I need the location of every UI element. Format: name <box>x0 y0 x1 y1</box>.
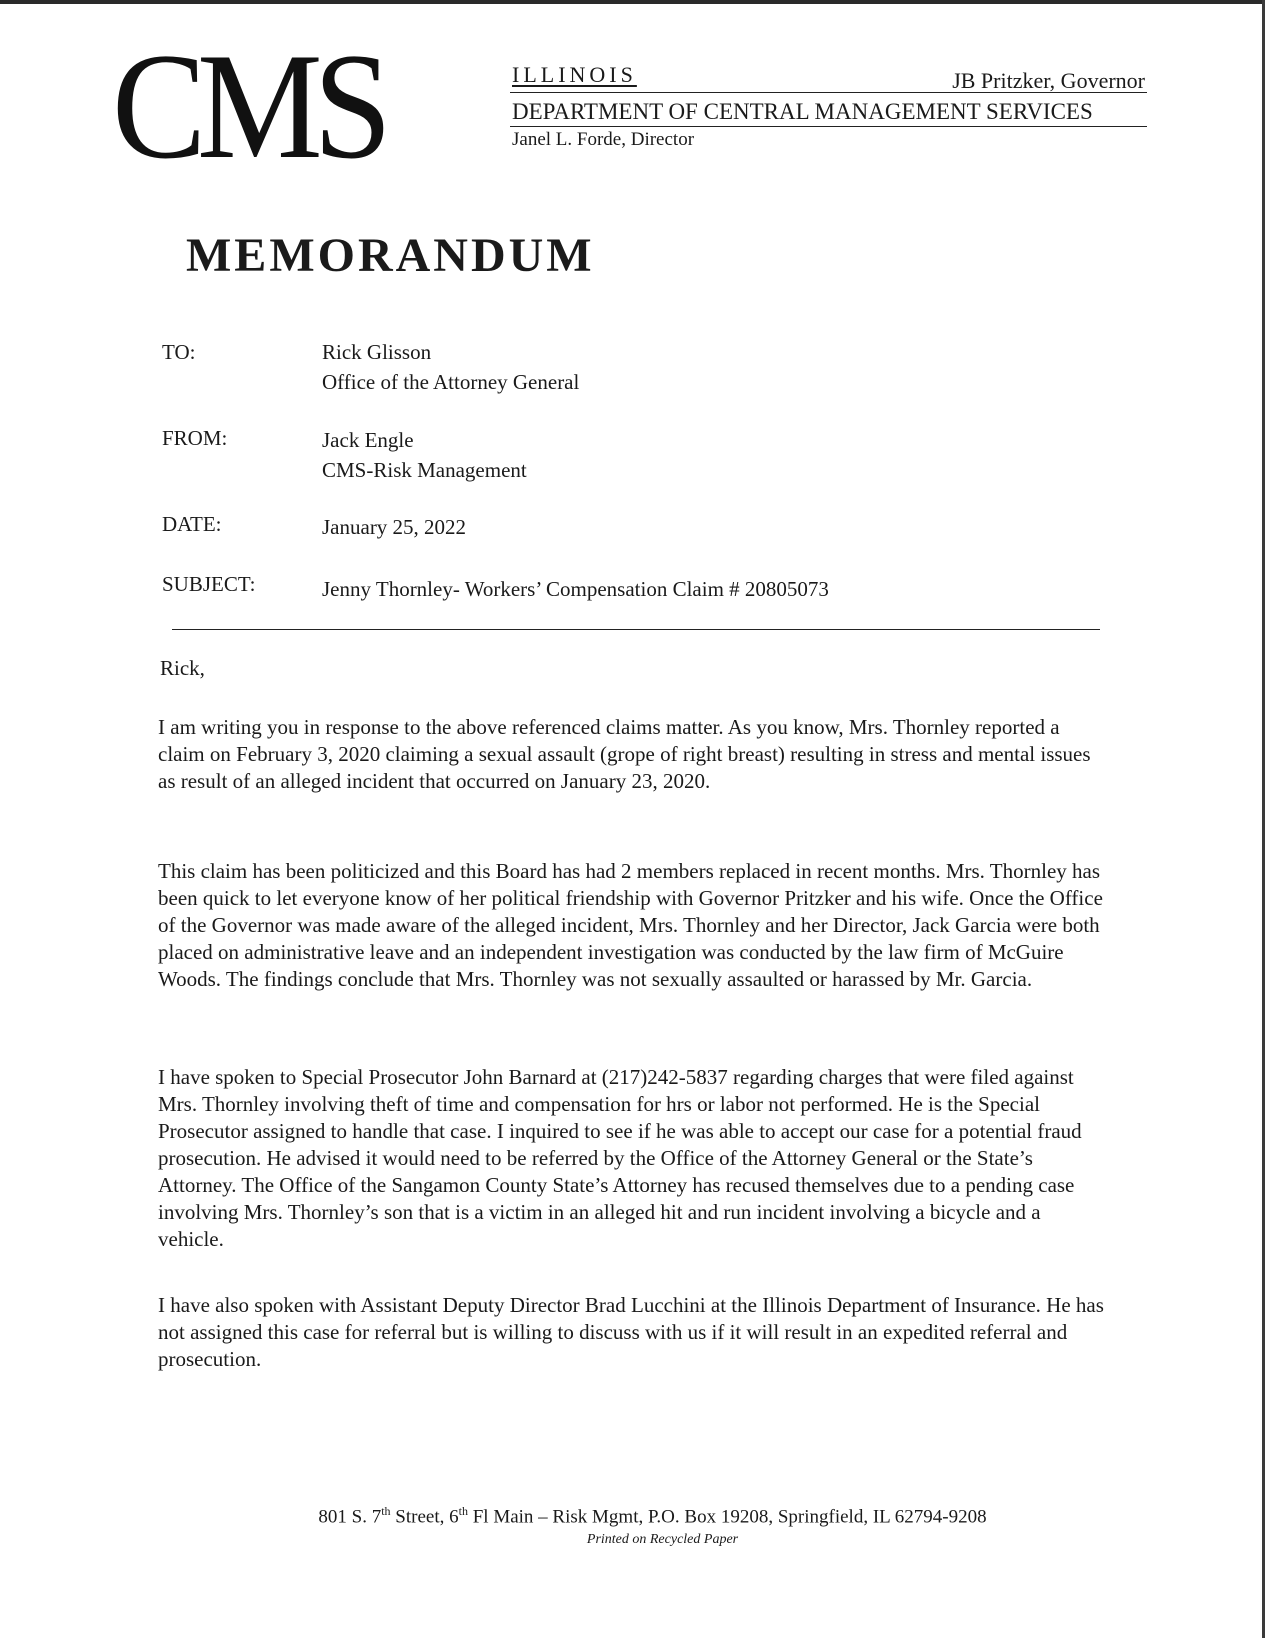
subject-value: Jenny Thornley- Workers’ Compensation Claim # 20805073 <box>322 577 829 601</box>
from-name: Jack Engle <box>322 428 414 452</box>
from-label: FROM: <box>162 426 228 450</box>
address-sup-1: th <box>381 1504 391 1518</box>
salutation: Rick, <box>160 656 205 680</box>
letterhead <box>510 60 1147 151</box>
director-name: Janel L. Forde, Director <box>512 129 695 150</box>
cms-logo: CMS <box>112 22 383 190</box>
date-value: January 25, 2022 <box>322 515 467 539</box>
to-office: Office of the Attorney General <box>322 370 580 394</box>
header-divider <box>172 629 1100 630</box>
from-block <box>322 425 527 485</box>
governor-name: JB Pritzker, Governor <box>952 68 1145 93</box>
page-edge-top <box>0 0 1265 4</box>
paragraph-3: I have spoken to Special Prosecutor John Barnard at (217)242-5837 regarding charges that were filed against Mrs. Thornley involving theft of time and compensation for hrs or labor not performed. He is the Special Prosecutor assigned to handle that case. I inquired to see if he was able to accept our case for a potential fraud prosecution. He advised it would need to be referred by the Office of the Attorney General or the State’s Attorney. The Office of the Sangamon County State’s Attorney has recused themselves due to a pending case involving Mrs. Thornley’s son that is a victim in an alleged hit and run incident involving a bicycle and a vehicle. <box>158 1065 1082 1251</box>
address-part-2: Street, 6 <box>390 1506 459 1528</box>
paragraph-2: This claim has been politicized and this Board has had 2 members replaced in recent months. Mrs. Thornley has been quick to let everyone know of her political friendship with Governor Pritzker and his wife. Once the Office of the Governor was made aware of the alleged incident, Mrs. Thornley and her Director, Jack Garcia were both placed on administrative leave and an independent investigation was conducted by the law firm of McGuire Woods. The findings conclude that Mrs. Thornley was not sexually assaulted or harassed by Mr. Garcia. <box>158 859 1103 991</box>
memo-title: MEMORANDUM <box>186 229 595 282</box>
from-office: CMS-Risk Management <box>322 458 527 482</box>
department-name: DEPARTMENT OF CENTRAL MANAGEMENT SERVICES <box>510 93 1147 127</box>
paragraph-4: I have also spoken with Assistant Deputy Director Brad Lucchini at the Illinois Department of Insurance. He has not assigned this case for referral but is willing to discuss with us if it will result in an expedited referral and prosecution. <box>158 1293 1104 1371</box>
to-block <box>322 337 579 397</box>
paragraph-1: I am writing you in response to the above referenced claims matter. As you know, Mrs. Thornley reported a claim on February 3, 2020 claiming a sexual assault (grope of right breast) resulting in stress and mental issues as result of an alleged incident that occurred on January 23, 2020. <box>158 715 1091 793</box>
to-name: Rick Glisson <box>322 340 432 364</box>
recycled-paper-note: Printed on Recycled Paper <box>586 1532 739 1547</box>
to-label: TO: <box>162 340 196 364</box>
date-label: DATE: <box>162 512 222 536</box>
address-part-3: Fl Main – Risk Mgmt, P.O. Box 19208, Springfield, IL 62794-9208 <box>467 1506 987 1528</box>
address-part-1: 801 S. 7 <box>318 1506 382 1528</box>
state-name: ILLINOIS <box>512 62 637 87</box>
letterhead-top-row <box>510 60 1147 93</box>
address-sup-2: th <box>458 1504 468 1518</box>
subject-label: SUBJECT: <box>162 572 256 596</box>
footer-address <box>0 1504 1265 1528</box>
